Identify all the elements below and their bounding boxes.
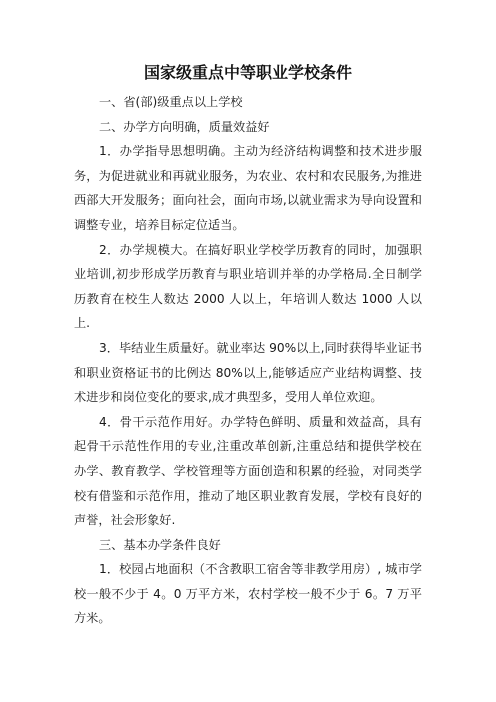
section-heading-2: 二、办学方向明确，质量效益好 (99, 119, 270, 134)
clause-paragraph: 1．办学指导思想明确。主动为经济结构调整和技术进步服务，为促进就业和再就业服务，为农业、农村和农民服务,为推进西部大开发服务；面向社会，面向市场,以就业需求为导向设置和调整专业，培养目标定位适当。 (74, 144, 422, 232)
clause-paragraph: 3．毕结业生质量好。就业率达 90%以上,同时获得毕业证书和职业资格证书的比例达 80%以上,能够适应产业结构调整、技术进步和岗位变化的要求,成才典型多，受用人单位欢迎。 (74, 340, 422, 405)
clause-paragraph: 4．骨干示范作用好。办学特色鲜明、质量和效益高，具有起骨干示范性作用的专业,注重改革创新,注重总结和提供学校在办学、教育教学、学校管理等方面创造和积累的经验，对同类学校有借鉴和示范作用，推动了地区职业教育发展，学校有良好的声誉，社会形象好. (74, 414, 422, 528)
clause-paragraph: 1．校园占地面积（不含教职工宿舍等非教学用房）, 城市学校一般不少于 4。0 万平方米，农村学校一般不少于 6。7 万平方米。 (74, 562, 422, 626)
section-heading-3: 三、基本办学条件良好 (99, 537, 221, 552)
clause-paragraph: 2．办学规模大。在搞好职业学校学历教育的同时，加强职业培训,初步形成学历教育与职业培训并举的办学格局.全日制学历教育在校生人数达 2000 人以上，年培训人数达 1000 人以上. (74, 242, 422, 331)
section-heading-1: 一、省(部)级重点以上学校 (99, 95, 243, 109)
document-title: 国家级重点中等职业学校条件 (143, 63, 352, 82)
